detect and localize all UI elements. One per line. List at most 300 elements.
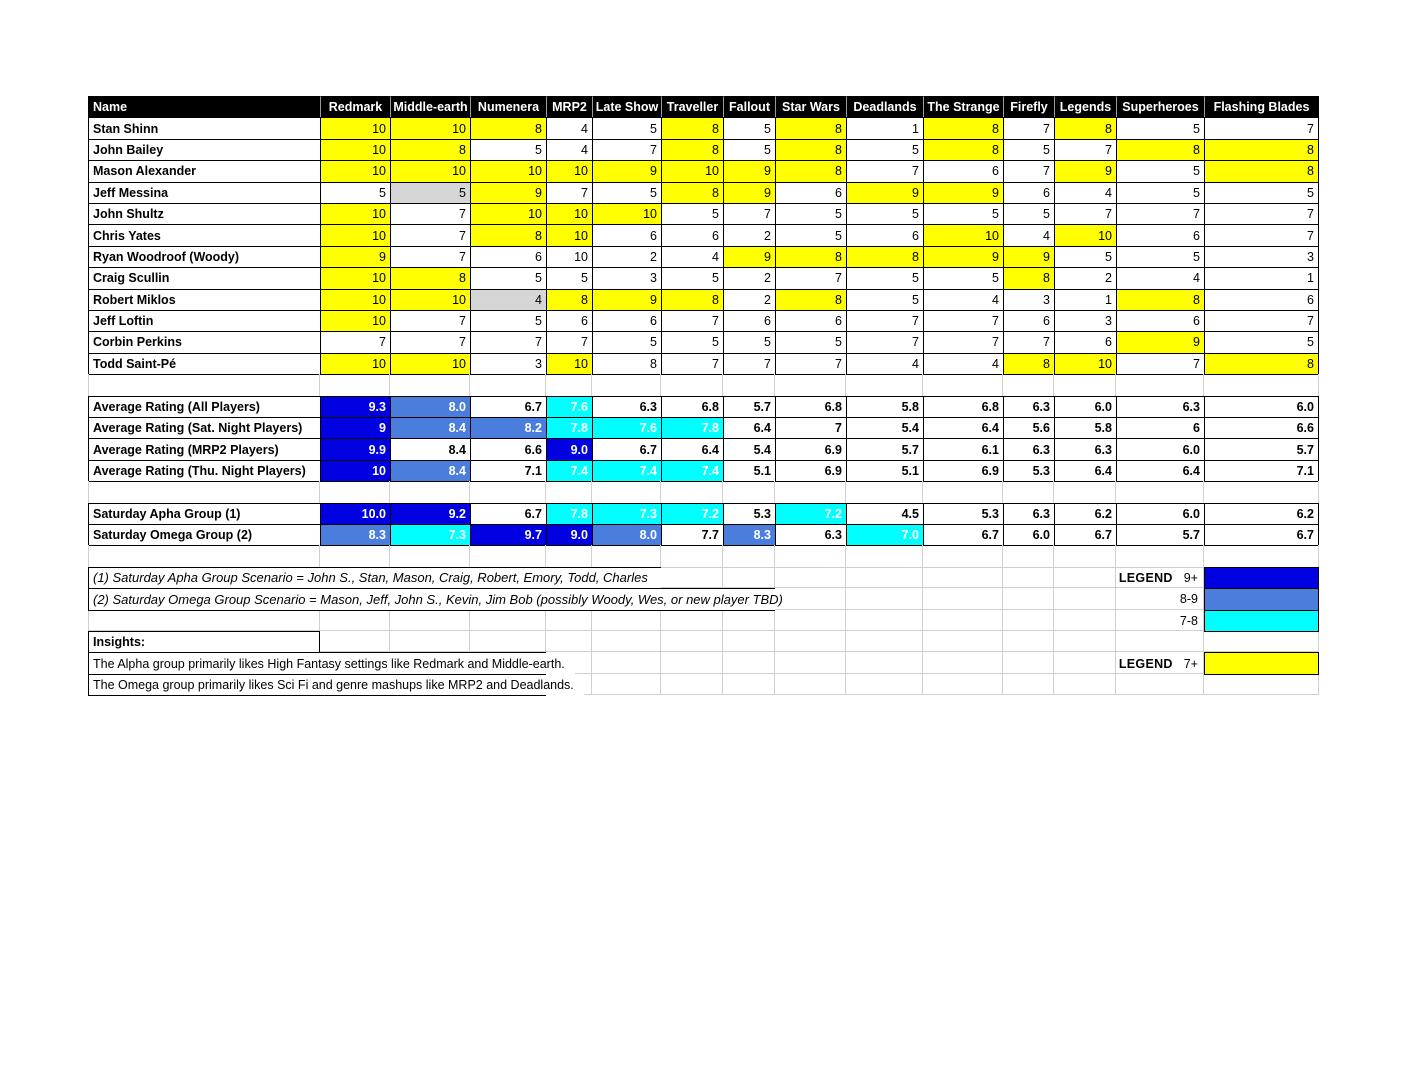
rating-cell[interactable]: 10: [546, 203, 592, 224]
legend-swatch-9plus[interactable]: [1204, 567, 1319, 589]
group-label-cell[interactable]: Saturday Omega Group (2): [88, 524, 320, 546]
rating-cell[interactable]: 6: [470, 246, 546, 267]
rating-cell[interactable]: 7: [1204, 224, 1319, 245]
summary-value-cell[interactable]: 6.3: [592, 396, 661, 417]
summary-value-cell[interactable]: 7.1: [470, 460, 546, 482]
rating-cell[interactable]: 5: [1116, 117, 1204, 138]
rating-cell[interactable]: 7: [1003, 160, 1054, 181]
rating-cell[interactable]: 10: [390, 289, 470, 310]
insights-title-cell[interactable]: [88, 631, 320, 653]
summary-value-cell[interactable]: 9.9: [320, 438, 390, 459]
column-header[interactable]: Star Wars: [775, 96, 846, 117]
summary-value-cell[interactable]: 5.7: [723, 396, 775, 417]
summary-value-cell[interactable]: 6.8: [661, 396, 723, 417]
rating-cell[interactable]: 10: [320, 160, 390, 181]
summary-value-cell[interactable]: 5.8: [846, 396, 923, 417]
rating-cell[interactable]: 3: [1204, 246, 1319, 267]
summary-value-cell[interactable]: 6.1: [923, 438, 1003, 459]
column-header[interactable]: Middle-earth: [390, 96, 470, 117]
rating-cell[interactable]: 1: [1054, 289, 1116, 310]
rating-cell[interactable]: 8: [923, 139, 1003, 160]
rating-cell[interactable]: 9: [1054, 160, 1116, 181]
rating-cell[interactable]: 9: [723, 160, 775, 181]
rating-cell[interactable]: 5: [846, 139, 923, 160]
rating-cell[interactable]: 7: [390, 224, 470, 245]
summary-value-cell[interactable]: 7.8: [546, 417, 592, 438]
summary-value-cell[interactable]: 6.4: [1116, 460, 1204, 482]
player-name-cell[interactable]: Todd Saint-Pé: [88, 353, 320, 375]
group-value-cell[interactable]: 7.2: [661, 503, 723, 524]
summary-value-cell[interactable]: 6.7: [592, 438, 661, 459]
insight-alpha-cell[interactable]: [88, 652, 565, 674]
rating-cell[interactable]: 8: [1204, 353, 1319, 375]
rating-cell[interactable]: 1: [1204, 267, 1319, 288]
rating-cell[interactable]: 5: [846, 267, 923, 288]
group-value-cell[interactable]: 4.5: [846, 503, 923, 524]
rating-cell[interactable]: 5: [470, 310, 546, 331]
group-value-cell[interactable]: 7.2: [775, 503, 846, 524]
group-value-cell[interactable]: 7.8: [546, 503, 592, 524]
rating-cell[interactable]: 7: [546, 331, 592, 352]
rating-cell[interactable]: 8: [661, 139, 723, 160]
rating-cell[interactable]: 8: [846, 246, 923, 267]
rating-cell[interactable]: 8: [470, 117, 546, 138]
group-value-cell[interactable]: 6.7: [1204, 524, 1319, 546]
summary-label-cell[interactable]: Average Rating (MRP2 Players): [88, 438, 320, 459]
rating-cell[interactable]: 7: [1003, 331, 1054, 352]
player-name-cell[interactable]: John Bailey: [88, 139, 320, 160]
group-value-cell[interactable]: 7.7: [661, 524, 723, 546]
group-value-cell[interactable]: 6.3: [775, 524, 846, 546]
rating-cell[interactable]: 6: [1054, 331, 1116, 352]
rating-cell[interactable]: 9: [723, 246, 775, 267]
rating-cell[interactable]: 8: [1003, 267, 1054, 288]
rating-cell[interactable]: 4: [1003, 224, 1054, 245]
summary-value-cell[interactable]: 5.8: [1054, 417, 1116, 438]
rating-cell[interactable]: 5: [923, 267, 1003, 288]
player-name-cell[interactable]: Ryan Woodroof (Woody): [88, 246, 320, 267]
summary-value-cell[interactable]: 6.3: [1003, 438, 1054, 459]
legend-swatch-8-9[interactable]: [1204, 588, 1319, 610]
rating-cell[interactable]: 6: [1116, 310, 1204, 331]
rating-cell[interactable]: 7: [390, 310, 470, 331]
rating-cell[interactable]: 5: [1054, 246, 1116, 267]
group-value-cell[interactable]: 6.7: [470, 503, 546, 524]
column-header[interactable]: Name: [88, 96, 320, 117]
rating-cell[interactable]: 6: [546, 310, 592, 331]
rating-cell[interactable]: 9: [1003, 246, 1054, 267]
rating-cell[interactable]: 2: [1054, 267, 1116, 288]
column-header[interactable]: Firefly: [1003, 96, 1054, 117]
rating-cell[interactable]: 7: [1116, 353, 1204, 375]
rating-cell[interactable]: 9: [923, 246, 1003, 267]
rating-cell[interactable]: 5: [723, 331, 775, 352]
rating-cell[interactable]: 8: [1054, 117, 1116, 138]
legend-swatch-7-8[interactable]: [1204, 610, 1319, 632]
rating-cell[interactable]: 9: [592, 160, 661, 181]
summary-value-cell[interactable]: 8.4: [390, 460, 470, 482]
rating-cell[interactable]: 8: [775, 139, 846, 160]
rating-cell[interactable]: 7: [723, 203, 775, 224]
rating-cell[interactable]: 10: [546, 160, 592, 181]
rating-cell[interactable]: 5: [723, 139, 775, 160]
column-header[interactable]: Redmark: [320, 96, 390, 117]
player-name-cell[interactable]: Mason Alexander: [88, 160, 320, 181]
rating-cell[interactable]: 7: [846, 160, 923, 181]
group-value-cell[interactable]: 6.2: [1204, 503, 1319, 524]
rating-cell[interactable]: 10: [320, 289, 390, 310]
rating-cell[interactable]: 5: [1204, 182, 1319, 203]
summary-value-cell[interactable]: 6.3: [1116, 396, 1204, 417]
rating-cell[interactable]: 8: [1204, 139, 1319, 160]
rating-cell[interactable]: 10: [320, 353, 390, 375]
rating-cell[interactable]: 10: [592, 203, 661, 224]
rating-cell[interactable]: 7: [846, 310, 923, 331]
rating-cell[interactable]: 5: [775, 203, 846, 224]
rating-cell[interactable]: 7: [390, 203, 470, 224]
rating-cell[interactable]: 6: [775, 310, 846, 331]
rating-cell[interactable]: 6: [775, 182, 846, 203]
player-name-cell[interactable]: Jeff Messina: [88, 182, 320, 203]
summary-value-cell[interactable]: 7.4: [661, 460, 723, 482]
group-value-cell[interactable]: 6.2: [1054, 503, 1116, 524]
legend-swatch-7plus[interactable]: [1204, 652, 1319, 674]
summary-value-cell[interactable]: 6.4: [923, 417, 1003, 438]
player-name-cell[interactable]: Jeff Loftin: [88, 310, 320, 331]
rating-cell[interactable]: 2: [723, 224, 775, 245]
rating-cell[interactable]: 10: [546, 353, 592, 375]
rating-cell[interactable]: 7: [661, 353, 723, 375]
rating-cell[interactable]: 4: [661, 246, 723, 267]
rating-cell[interactable]: 7: [1054, 203, 1116, 224]
column-header[interactable]: Deadlands: [846, 96, 923, 117]
summary-value-cell[interactable]: 8.4: [390, 438, 470, 459]
player-name-cell[interactable]: Stan Shinn: [88, 117, 320, 138]
player-name-cell[interactable]: Corbin Perkins: [88, 331, 320, 352]
group-value-cell[interactable]: 6.7: [1054, 524, 1116, 546]
summary-value-cell[interactable]: 5.7: [846, 438, 923, 459]
rating-cell[interactable]: 3: [1003, 289, 1054, 310]
rating-cell[interactable]: 1: [846, 117, 923, 138]
summary-value-cell[interactable]: 6.4: [661, 438, 723, 459]
rating-cell[interactable]: 8: [470, 224, 546, 245]
rating-cell[interactable]: 5: [470, 267, 546, 288]
rating-cell[interactable]: 7: [390, 331, 470, 352]
summary-value-cell[interactable]: 8.4: [390, 417, 470, 438]
rating-cell[interactable]: 7: [470, 331, 546, 352]
summary-value-cell[interactable]: 6.4: [723, 417, 775, 438]
rating-cell[interactable]: 10: [320, 139, 390, 160]
summary-value-cell[interactable]: 5.4: [846, 417, 923, 438]
rating-cell[interactable]: 7: [723, 353, 775, 375]
rating-cell[interactable]: 10: [320, 224, 390, 245]
summary-value-cell[interactable]: 9.0: [546, 438, 592, 459]
summary-value-cell[interactable]: 5.4: [723, 438, 775, 459]
rating-cell[interactable]: 8: [592, 353, 661, 375]
column-header[interactable]: Flashing Blades: [1204, 96, 1319, 117]
rating-cell[interactable]: 4: [470, 289, 546, 310]
group-value-cell[interactable]: 6.0: [1116, 503, 1204, 524]
rating-cell[interactable]: 5: [846, 289, 923, 310]
rating-cell[interactable]: 5: [592, 182, 661, 203]
rating-cell[interactable]: 7: [1003, 117, 1054, 138]
group-value-cell[interactable]: 7.0: [846, 524, 923, 546]
summary-value-cell[interactable]: 7.6: [546, 396, 592, 417]
rating-cell[interactable]: 8: [661, 182, 723, 203]
rating-cell[interactable]: 8: [775, 246, 846, 267]
column-header[interactable]: Late Show: [592, 96, 661, 117]
rating-cell[interactable]: 8: [661, 289, 723, 310]
rating-cell[interactable]: 9: [320, 246, 390, 267]
summary-value-cell[interactable]: 6.0: [1204, 396, 1319, 417]
summary-value-cell[interactable]: 6.7: [470, 396, 546, 417]
rating-cell[interactable]: 7: [1054, 139, 1116, 160]
group-value-cell[interactable]: 7.3: [592, 503, 661, 524]
rating-cell[interactable]: 3: [1054, 310, 1116, 331]
rating-cell[interactable]: 5: [1003, 203, 1054, 224]
summary-value-cell[interactable]: 9: [320, 417, 390, 438]
summary-value-cell[interactable]: 6.3: [1054, 438, 1116, 459]
column-header[interactable]: MRP2: [546, 96, 592, 117]
rating-cell[interactable]: 5: [775, 224, 846, 245]
rating-cell[interactable]: 7: [661, 310, 723, 331]
rating-cell[interactable]: 3: [592, 267, 661, 288]
column-header[interactable]: Superheroes: [1116, 96, 1204, 117]
rating-cell[interactable]: 9: [846, 182, 923, 203]
group-value-cell[interactable]: 9.2: [390, 503, 470, 524]
rating-cell[interactable]: 8: [390, 267, 470, 288]
rating-cell[interactable]: 4: [1116, 267, 1204, 288]
rating-cell[interactable]: 8: [1116, 289, 1204, 310]
rating-cell[interactable]: 5: [1204, 331, 1319, 352]
rating-cell[interactable]: 8: [661, 117, 723, 138]
grid-cell: [390, 481, 470, 502]
rating-cell[interactable]: 6: [1003, 310, 1054, 331]
rating-cell[interactable]: 7: [546, 182, 592, 203]
rating-cell[interactable]: 6: [592, 224, 661, 245]
rating-cell[interactable]: 10: [661, 160, 723, 181]
summary-value-cell[interactable]: 6.0: [1116, 438, 1204, 459]
summary-value-cell[interactable]: 6.9: [775, 460, 846, 482]
rating-cell[interactable]: 7: [775, 353, 846, 375]
rating-cell[interactable]: 8: [923, 117, 1003, 138]
summary-value-cell[interactable]: 6.6: [1204, 417, 1319, 438]
summary-value-cell[interactable]: 6.4: [1054, 460, 1116, 482]
summary-value-cell[interactable]: 5.7: [1204, 438, 1319, 459]
footnote-alpha-scenario-cell[interactable]: [88, 567, 661, 589]
summary-value-cell[interactable]: 6.9: [775, 438, 846, 459]
rating-cell[interactable]: 9: [592, 289, 661, 310]
rating-cell[interactable]: 5: [661, 331, 723, 352]
rating-cell[interactable]: 5: [1003, 139, 1054, 160]
rating-cell[interactable]: 5: [661, 203, 723, 224]
rating-cell[interactable]: 2: [723, 267, 775, 288]
rating-cell[interactable]: 7: [775, 267, 846, 288]
rating-cell[interactable]: 8: [775, 289, 846, 310]
rating-cell[interactable]: 6: [1003, 182, 1054, 203]
rating-cell[interactable]: 5: [546, 267, 592, 288]
summary-value-cell[interactable]: 7.1: [1204, 460, 1319, 482]
rating-cell[interactable]: 10: [320, 310, 390, 331]
rating-cell[interactable]: 4: [846, 353, 923, 375]
column-header[interactable]: Traveller: [661, 96, 723, 117]
rating-cell[interactable]: 6: [923, 160, 1003, 181]
summary-row: [88, 460, 1319, 482]
rating-cell[interactable]: 10: [390, 353, 470, 375]
footnote-omega-scenario-cell[interactable]: [88, 588, 783, 610]
rating-cell[interactable]: 5: [470, 139, 546, 160]
rating-cell[interactable]: 4: [923, 353, 1003, 375]
rating-cell[interactable]: 10: [1054, 224, 1116, 245]
rating-cell[interactable]: 5: [1116, 246, 1204, 267]
column-header[interactable]: The Strange: [923, 96, 1003, 117]
rating-cell[interactable]: 7: [923, 310, 1003, 331]
summary-value-cell[interactable]: 10: [320, 460, 390, 482]
rating-cell[interactable]: 4: [546, 139, 592, 160]
column-header[interactable]: Legends: [1054, 96, 1116, 117]
rating-cell[interactable]: 9: [1116, 331, 1204, 352]
rating-cell[interactable]: 10: [320, 203, 390, 224]
group-value-cell[interactable]: 5.3: [923, 503, 1003, 524]
rating-cell[interactable]: 5: [390, 182, 470, 203]
rating-cell[interactable]: 6: [1116, 224, 1204, 245]
rating-cell[interactable]: 7: [320, 331, 390, 352]
summary-value-cell[interactable]: 7.6: [592, 417, 661, 438]
group-value-cell[interactable]: 10.0: [320, 503, 390, 524]
summary-value-cell[interactable]: 6.0: [1054, 396, 1116, 417]
rating-cell[interactable]: 10: [390, 160, 470, 181]
rating-cell[interactable]: 6: [592, 310, 661, 331]
rating-cell[interactable]: 2: [723, 289, 775, 310]
summary-value-cell[interactable]: 5.1: [846, 460, 923, 482]
rating-cell[interactable]: 6: [1204, 289, 1319, 310]
rating-cell[interactable]: 10: [470, 203, 546, 224]
group-label-cell[interactable]: Saturday Apha Group (1): [88, 503, 320, 524]
rating-cell[interactable]: 7: [592, 139, 661, 160]
rating-cell[interactable]: 8: [390, 139, 470, 160]
group-value-cell[interactable]: 8.3: [320, 524, 390, 546]
column-header[interactable]: Fallout: [723, 96, 775, 117]
rating-cell[interactable]: 8: [1204, 160, 1319, 181]
summary-value-cell[interactable]: 6.8: [775, 396, 846, 417]
summary-value-cell[interactable]: 8.0: [390, 396, 470, 417]
summary-value-cell[interactable]: 8.2: [470, 417, 546, 438]
group-value-cell[interactable]: 8.0: [592, 524, 661, 546]
rating-cell[interactable]: 8: [546, 289, 592, 310]
rating-cell[interactable]: 8: [775, 160, 846, 181]
group-value-cell[interactable]: 9.0: [546, 524, 592, 546]
rating-cell[interactable]: 7: [846, 331, 923, 352]
rating-cell[interactable]: 10: [320, 267, 390, 288]
rating-cell[interactable]: 5: [592, 331, 661, 352]
rating-cell[interactable]: 5: [723, 117, 775, 138]
rating-cell[interactable]: 9: [470, 182, 546, 203]
group-value-cell[interactable]: 7.3: [390, 524, 470, 546]
group-value-cell[interactable]: 9.7: [470, 524, 546, 546]
rating-cell[interactable]: 5: [923, 203, 1003, 224]
player-name-cell[interactable]: Chris Yates: [88, 224, 320, 245]
summary-value-cell[interactable]: 6.6: [470, 438, 546, 459]
rating-cell[interactable]: 7: [1204, 117, 1319, 138]
rating-cell[interactable]: 4: [1054, 182, 1116, 203]
summary-value-cell[interactable]: 5.1: [723, 460, 775, 482]
player-name-cell[interactable]: Craig Scullin: [88, 267, 320, 288]
summary-value-cell[interactable]: 7.8: [661, 417, 723, 438]
rating-cell[interactable]: 5: [1116, 160, 1204, 181]
grid-cell: [1003, 674, 1054, 695]
rating-cell[interactable]: 6: [846, 224, 923, 245]
rating-cell[interactable]: 5: [320, 182, 390, 203]
rating-cell[interactable]: 7: [923, 331, 1003, 352]
rating-cell[interactable]: 10: [546, 246, 592, 267]
rating-cell[interactable]: 5: [846, 203, 923, 224]
rating-cell[interactable]: 5: [775, 331, 846, 352]
rating-cell[interactable]: 8: [775, 117, 846, 138]
summary-value-cell[interactable]: 7.4: [546, 460, 592, 482]
rating-cell[interactable]: 9: [723, 182, 775, 203]
rating-cell[interactable]: 7: [1204, 203, 1319, 224]
rating-cell[interactable]: 9: [923, 182, 1003, 203]
group-value-cell[interactable]: 5.3: [723, 503, 775, 524]
insight-omega-cell[interactable]: [88, 674, 574, 696]
rating-cell[interactable]: 10: [470, 160, 546, 181]
player-name-cell[interactable]: John Shultz: [88, 203, 320, 224]
rating-cell[interactable]: 10: [390, 117, 470, 138]
grid-cell: [470, 374, 546, 395]
summary-value-cell[interactable]: 6.9: [923, 460, 1003, 482]
rating-cell[interactable]: 7: [1204, 310, 1319, 331]
summary-value-cell[interactable]: 6.8: [923, 396, 1003, 417]
rating-cell[interactable]: 5: [592, 117, 661, 138]
group-value-cell[interactable]: 8.3: [723, 524, 775, 546]
summary-label-cell[interactable]: Average Rating (Sat. Night Players): [88, 417, 320, 438]
summary-value-cell[interactable]: 6.3: [1003, 396, 1054, 417]
group-value-cell[interactable]: 6.0: [1003, 524, 1054, 546]
rating-cell[interactable]: 8: [1003, 353, 1054, 375]
group-value-cell[interactable]: 6.3: [1003, 503, 1054, 524]
rating-cell[interactable]: 2: [592, 246, 661, 267]
rating-cell[interactable]: 5: [1116, 182, 1204, 203]
summary-value-cell[interactable]: 6: [1116, 417, 1204, 438]
rating-cell[interactable]: 6: [661, 224, 723, 245]
summary-value-cell[interactable]: 9.3: [320, 396, 390, 417]
rating-cell[interactable]: 7: [390, 246, 470, 267]
grid-cell: [1003, 631, 1054, 652]
summary-value-cell[interactable]: 5.6: [1003, 417, 1054, 438]
summary-value-cell[interactable]: 7: [775, 417, 846, 438]
rating-cell[interactable]: 5: [661, 267, 723, 288]
rating-cell[interactable]: 10: [923, 224, 1003, 245]
group-value-cell[interactable]: 6.7: [923, 524, 1003, 546]
rating-cell[interactable]: 3: [470, 353, 546, 375]
rating-cell[interactable]: 7: [1116, 203, 1204, 224]
rating-cell[interactable]: 8: [1116, 139, 1204, 160]
rating-cell[interactable]: 4: [923, 289, 1003, 310]
player-name-cell[interactable]: Robert Miklos: [88, 289, 320, 310]
rating-cell[interactable]: 4: [546, 117, 592, 138]
column-header[interactable]: Numenera: [470, 96, 546, 117]
rating-cell[interactable]: 6: [723, 310, 775, 331]
group-value-cell[interactable]: 5.7: [1116, 524, 1204, 546]
rating-cell[interactable]: 10: [1054, 353, 1116, 375]
grid-cell: [923, 545, 1003, 566]
summary-label-cell[interactable]: Average Rating (Thu. Night Players): [88, 460, 320, 482]
summary-value-cell[interactable]: 5.3: [1003, 460, 1054, 482]
rating-cell[interactable]: 10: [320, 117, 390, 138]
summary-label-cell[interactable]: Average Rating (All Players): [88, 396, 320, 417]
rating-cell[interactable]: 10: [546, 224, 592, 245]
summary-value-cell[interactable]: 7.4: [592, 460, 661, 482]
